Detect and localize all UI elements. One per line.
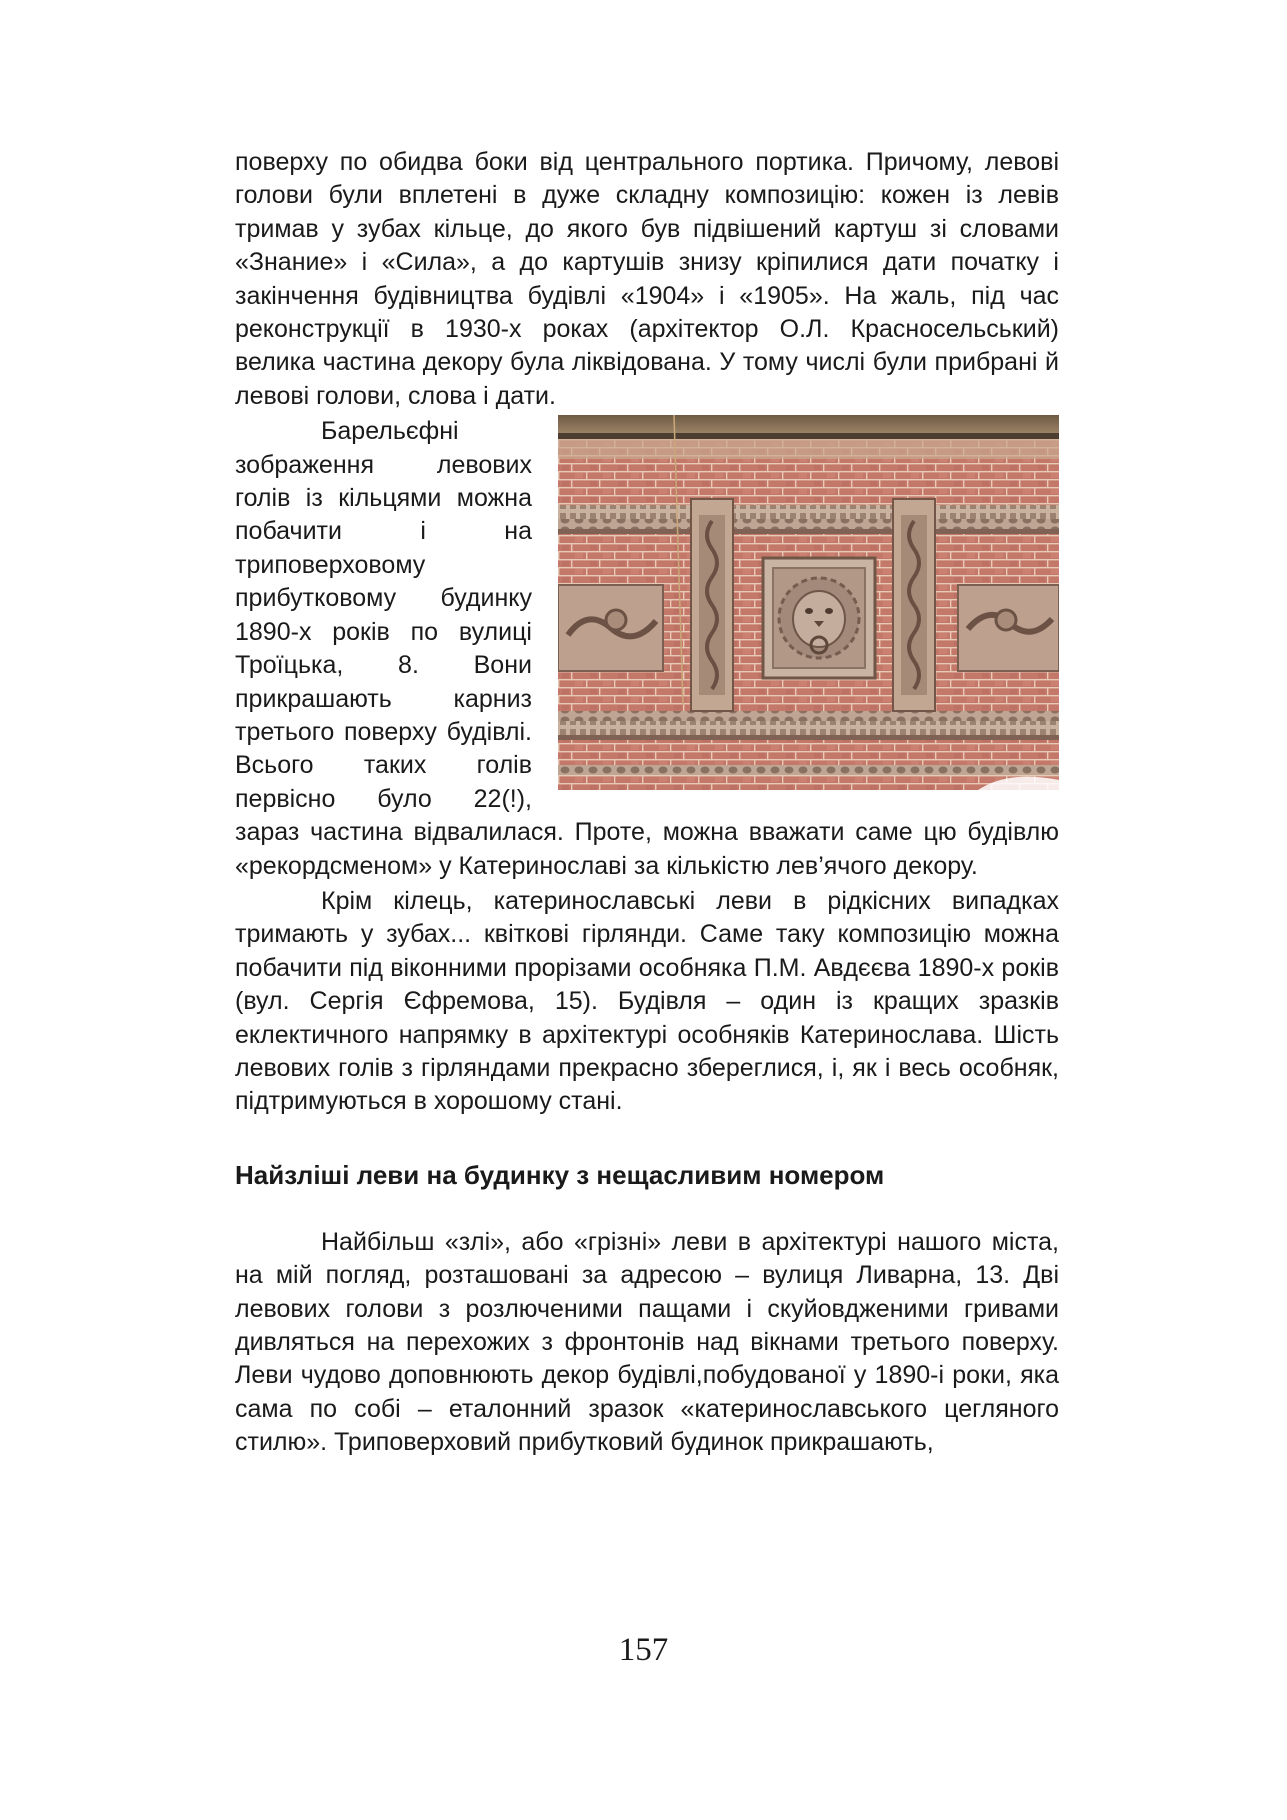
paragraph-3: Крім кілець, катеринославські леви в рідкісних випадках тримають у зубах... квіткові гірлянди. Саме таку композицію можна побачити під віконними прорізами особняка П.М. Авдєєва 1890-х років (вул. Сергія Єфремова, 15). Будівля – один із кращих зразків еклектичного напрямку в архітектурі особняків Катеринослава. Шість левових голів з гірляндами прекрасно збереглися, і, як і весь особняк, підтримуються в хорошому стані. [235,886,1059,1116]
page-number: 157 [618,1632,669,1668]
paragraph-1: поверху по обидва боки від центрального портика. Причому, левові голови були вплетені в дуже складну композицію: кожен із левів тримав у зубах кільце, до якого був підвішений картуш зі словами «Знание» і «Сила», а до картушів знизу кріпилися дати початку і закінчення будівництва будівлі «1904» і «1905». На жаль, під час реконструкції в 1930-х роках (архітектор О.Л. Красносельський) велика частина декору була ліквідована. У тому числі були прибрані й левові голови, слова і дати. [235,148,1059,410]
paragraph-4: Найбільш «злі», або «грізні» леви в архітектурі нашого міста, на мій погляд, розташовані за адресою – вулиця Ливарна, 13. Дві левових голови з розлюченими пащами і скуйовдженими гривами дивляться на перехожих з фронтонів над вікнами третього поверху. Леви чудово доповнюють декор будівлі,побудованої у 1890-і роки, яка сама по собі – еталонний зразок «катеринославського цегляного стилю». Триповерховий прибутковий будинок прикрашають, [235,1227,1059,1457]
text-column [235,146,1059,1460]
section-heading: Найзліші леви на будинку з нещасливим номером [235,1159,885,1190]
paragraph-2: Барельєфні зображення левових голів із кільцями можна побачити і на триповерховому прибутковому будинку 1890-х років по вулиці Троїцька, 8. Вони прикрашають карниз третього поверху будівлі. Всього таких голів первісно було 22(!), зараз частина відвалилася. Проте, можна вважати саме цю будівлю «рекордсменом» у Катеринославі за кількістю лев’ячого декору. [235,417,1059,880]
lion-head-icon [779,578,859,658]
lion-head-photo [558,415,1059,790]
